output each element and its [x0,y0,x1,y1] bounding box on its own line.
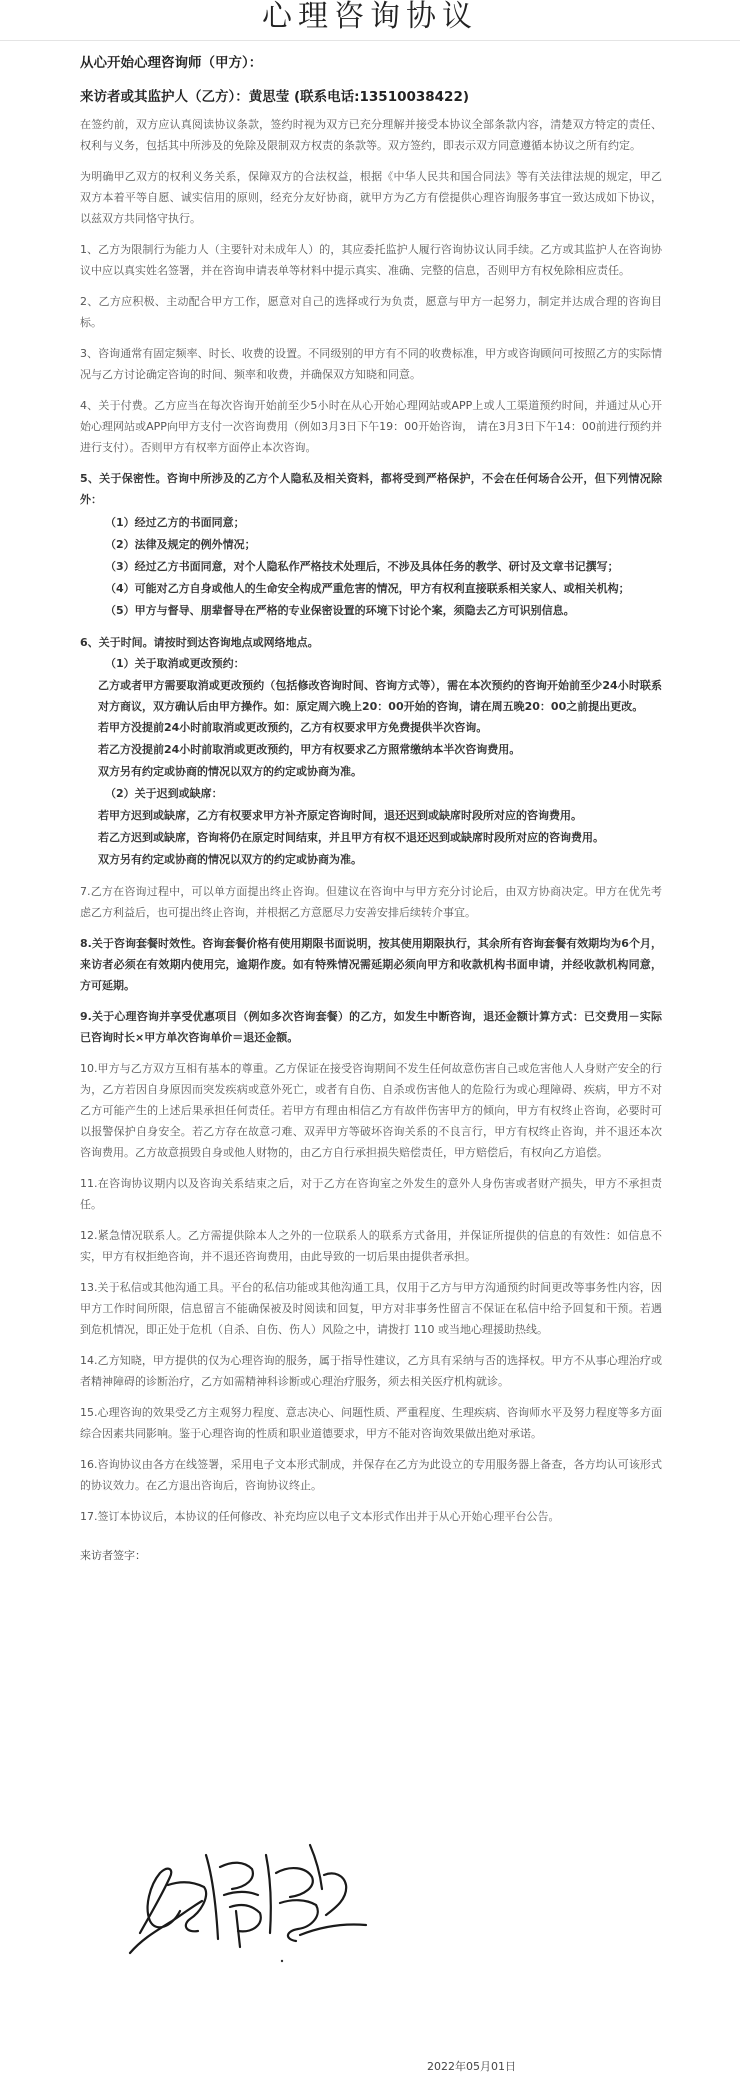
clause-6-2-title: （2）关于迟到或缺席： [105,787,223,800]
clause-6: 6、关于时间。请按时到达咨询地点或网络地点。 [80,636,319,649]
clause-17: 17.签订本协议后，本协议的任何修改、补充均应以电子文本形式作出并于从心开始心理平台公告。 [80,1510,560,1523]
clause-6-1-body: 乙方或者甲方需要取消或更改预约（包括修改咨询时间、咨询方式等），需在本次预约的咨询开始前至少24小时联系对方商议，双方确认后由甲方操作。如：原定周六晚上20：00开始的咨询，请在周五晚20：00之前提出更改。 [98,679,662,713]
clause-6-1-a: 若甲方没提前24小时前取消或更改预约，乙方有权要求甲方免费提供半次咨询。 [98,721,488,734]
clause-9: 9.关于心理咨询并享受优惠项目（例如多次咨询套餐）的乙方，如发生中断咨询，退还金额计算方式：已交费用－实际已咨询时长×甲方单次咨询单价＝退还金额。 [80,1010,662,1044]
clause-1: 1、乙方为限制行为能力人（主要针对未成年人）的，其应委托监护人履行咨询协议认同手续。乙方或其监护人在咨询协议中应以真实姓名签署，并在咨询申请表单等材料中提示真实、准确、完整的信息，否则甲方有权免除相应责任。 [80,243,662,277]
party-a-line: 从心开始心理咨询师（甲方）： [80,55,263,71]
clause-5-item: （1）经过乙方的书面同意； [105,516,245,529]
clause-8: 8.关于咨询套餐时效性。咨询套餐价格有使用期限书面说明，按其使用期限执行，其余所有咨询套餐有效期均为6个月，来访者必须在有效期内使用完，逾期作废。如有特殊情况需延期必须向甲方和收款机构书面申请，并经收款机构同意，方可延期。 [80,937,662,992]
handwritten-signature [120,1815,380,1965]
clause-6-1-title: （1）关于取消或更改预约： [105,657,245,670]
intro-paragraph-1: 在签约前，双方应认真阅读协议条款，签约时视为双方已充分理解并接受本协议全部条款内容，清楚双方特定的责任、权利与义务，包括其中所涉及的免除及限制双方权责的条款等。双方签约，即表示双方同意遵循本协议之所有约定。 [80,118,662,152]
signing-date: 2022年05月01日 [427,2060,516,2073]
clause-4: 4、关于付费。乙方应当在每次咨询开始前至少5小时在从心开始心理网站或APP上或人工渠道预约时间，并通过从心开始心理网站或APP向甲方支付一次咨询费用（例如3月3日下午19：00开始咨询， 请在3月3日下午14：00前进行预约并进行支付）。否则甲方有权率方面停止本次咨询。 [80,399,662,454]
clause-6-2-a: 若甲方迟到或缺席，乙方有权要求甲方补齐原定咨询时间，退还迟到或缺席时段所对应的咨询费用。 [98,809,582,822]
party-b-line: 来访者或其监护人（乙方）：黄思莹 (联系电话:13510038422) [80,89,470,105]
clause-5-item: （3）经过乙方书面同意，对个人隐私作严格技术处理后，不涉及具体任务的教学、研讨及文章书记撰写； [105,560,619,573]
clause-5-item: （5）甲方与督导、朋辈督导在严格的专业保密设置的环境下讨论个案，须隐去乙方可识别信息。 [105,604,575,617]
clause-12: 12.紧急情况联系人。乙方需提供除本人之外的一位联系人的联系方式备用，并保证所提供的信息的有效性：如信息不实，甲方有权拒绝咨询，并不退还咨询费用，由此导致的一切后果由提供者承担。 [80,1229,662,1263]
clause-6-1-b: 若乙方没提前24小时前取消或更改预约，甲方有权要求乙方照常缴纳本半次咨询费用。 [98,743,521,756]
visitor-signature-label: 来访者签字： [80,1549,146,1562]
clause-11: 11.在咨询协议期内以及咨询关系结束之后，对于乙方在咨询室之外发生的意外人身伤害或者财产损失，甲方不承担责任。 [80,1177,662,1211]
document-title: 心理咨询协议 [0,0,740,41]
clause-3: 3、咨询通常有固定频率、时长、收费的设置。不同级别的甲方有不同的收费标准，甲方或咨询顾问可按照乙方的实际情况与乙方讨论确定咨询的时间、频率和收费，并确保双方知晓和同意。 [80,347,662,381]
clause-6-2-c: 双方另有约定或协商的情况以双方的约定或协商为准。 [98,853,362,866]
clause-6-1-c: 双方另有约定或协商的情况以双方的约定或协商为准。 [98,765,362,778]
clause-6-2-b: 若乙方迟到或缺席，咨询将仍在原定时间结束，并且甲方有权不退还迟到或缺席时段所对应的咨询费用。 [98,831,604,844]
clause-16: 16.咨询协议由各方在线签署，采用电子文本形式制成，并保存在乙方为此设立的专用服务器上备查，各方均认可该形式的协议效力。在乙方退出咨询后，咨询协议终止。 [80,1458,662,1492]
clause-7: 7.乙方在咨询过程中，可以单方面提出终止咨询。但建议在咨询中与甲方充分讨论后，由双方协商决定。甲方在优先考虑乙方利益后，也可提出终止咨询，并根据乙方意愿尽力安善安排后续转介事宜。 [80,885,662,919]
clause-5-item: （2）法律及规定的例外情况； [105,538,256,551]
clause-10: 10.甲方与乙方双方互相有基本的尊重。乙方保证在接受咨询期间不发生任何故意伤害自己或危害他人人身财产安全的行为，乙方若因自身原因而突发疾病或意外死亡，或者有自伤、自杀或伤害他人的危险行为或心理障碍、疾病，甲方不对乙方可能产生的上述后果承担任何责任。若甲方有理由相信乙方有故伴伤害甲方的倾向，甲方有权终止咨询，必要时可以报警保护自身安全。若乙方存在故意刁难、双弄甲方等破坏咨询关系的不良言行，甲方有权终止咨询，并不退还本次咨询费用。乙方故意损毁自身或他人财物的，由乙方自行承担损失赔偿责任，甲方赔偿后，有权向乙方追偿。 [80,1062,662,1159]
clause-14: 14.乙方知晓，甲方提供的仅为心理咨询的服务，属于指导性建议，乙方具有采纳与否的选择权。甲方不从事心理治疗或者精神障碍的诊断治疗，乙方如需精神科诊断或心理治疗服务，须去相关医疗机构就诊。 [80,1354,662,1388]
clause-5: 5、关于保密性。咨询中所涉及的乙方个人隐私及相关资料，都将受到严格保护，不会在任何场合公开，但下列情况除外： [80,472,662,506]
clause-2: 2、乙方应积极、主动配合甲方工作，愿意对自己的选择或行为负责，愿意与甲方一起努力，制定并达成合理的咨询目标。 [80,295,662,329]
clause-13: 13.关于私信或其他沟通工具。平台的私信功能或其他沟通工具，仅用于乙方与甲方沟通预约时间更改等事务性内容，因甲方工作时间所限，信息留言不能确保被及时阅读和回复，甲方对非事务性留言不保证在私信中给予回复和干预。若遇到危机情况，即正处于危机（自杀、自伤、伤人）风险之中，请拨打 110 或当地心理援助热线。 [80,1281,662,1336]
agreement-body [80,52,662,1563]
clause-5-item: （4）可能对乙方自身或他人的生命安全构成严重危害的情况，甲方有权利直接联系相关家人、或相关机构； [105,582,630,595]
clause-15: 15.心理咨询的效果受乙方主观努力程度、意志决心、问题性质、严重程度、生理疾病、咨询师水平及努力程度等多方面综合因素共同影响。鉴于心理咨询的性质和职业道德要求，甲方不能对咨询效果做出绝对承诺。 [80,1406,662,1440]
intro-paragraph-2: 为明确甲乙双方的权利义务关系，保障双方的合法权益，根据《中华人民共和国合同法》等有关法律法规的规定，甲乙双方本着平等自愿、诚实信用的原则，经充分友好协商，就甲方为乙方有偿提供心理咨询服务事宜一致达成如下协议，以兹双方共同恪守执行。 [80,170,662,225]
clause-5-exceptions [80,512,662,622]
